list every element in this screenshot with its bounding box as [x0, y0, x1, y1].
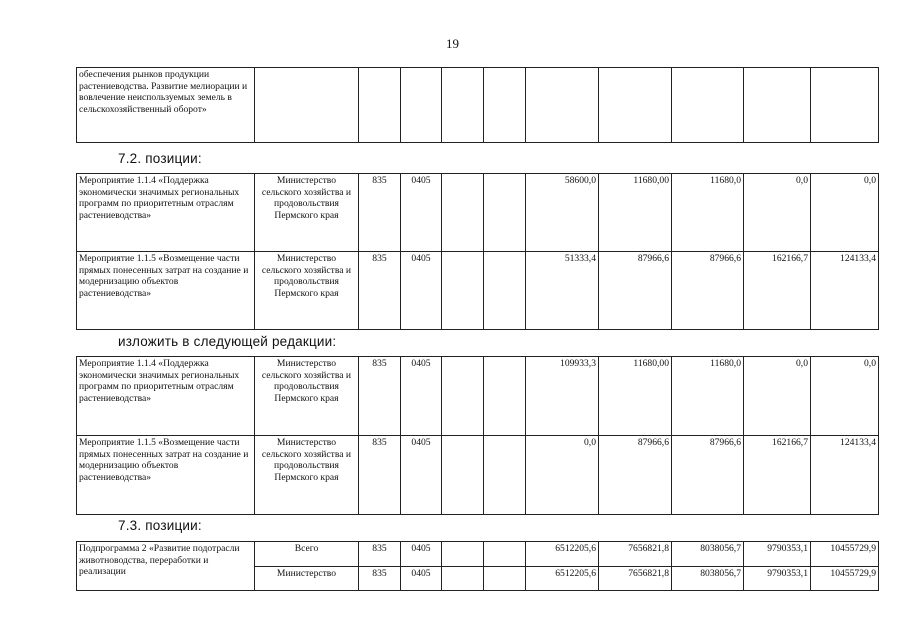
- row-v1: [442, 357, 484, 436]
- row-v5: 87966,6: [672, 436, 744, 515]
- table-row: [77, 436, 879, 515]
- row-v2: [484, 567, 526, 591]
- row-v2: [484, 252, 526, 330]
- row-v6: 9790353,1: [744, 542, 811, 567]
- row-v5: [672, 68, 744, 143]
- row-v5: 8038056,7: [672, 542, 744, 567]
- row-code1: 835: [359, 542, 401, 567]
- row-org: Министерство сельского хозяйства и продовольствия Пермского края: [255, 357, 359, 436]
- section-heading-7-3: 7.3. позиции:: [118, 518, 202, 533]
- row-name: Подпрограмма 2 «Развитие подотрасли животноводства, переработки и реализации: [77, 542, 255, 591]
- row-v7: 10455729,9: [811, 542, 879, 567]
- row-org: Министерство сельского хозяйства и продовольствия Пермского края: [255, 436, 359, 515]
- row-v2: [484, 436, 526, 515]
- row-code2: [401, 68, 442, 143]
- row-v6: 162166,7: [744, 252, 811, 330]
- row-code2: 0405: [401, 567, 442, 591]
- row-code1: 835: [359, 174, 401, 252]
- row-v6: 0,0: [744, 357, 811, 436]
- row-v1: [442, 436, 484, 515]
- row-name: Мероприятие 1.1.4 «Поддержка экономически значимых региональных программ по приоритетным отраслям растениеводства»: [77, 174, 255, 252]
- row-code1: 835: [359, 567, 401, 591]
- row-v4: 11680,00: [599, 174, 672, 252]
- row-code2: 0405: [401, 252, 442, 330]
- row-v4: [599, 68, 672, 143]
- row-org: Министерство сельского хозяйства и продовольствия Пермского края: [255, 174, 359, 252]
- row-v7: 0,0: [811, 174, 879, 252]
- row-v5: 8038056,7: [672, 567, 744, 591]
- table-row: [77, 174, 879, 252]
- table-row: [77, 357, 879, 436]
- row-code1: [359, 68, 401, 143]
- row-code2: 0405: [401, 174, 442, 252]
- row-v7: 10455729,9: [811, 567, 879, 591]
- row-v7: [811, 68, 879, 143]
- row-code1: 835: [359, 252, 401, 330]
- row-v1: [442, 542, 484, 567]
- row-name: Мероприятие 1.1.4 «Поддержка экономически значимых региональных программ по приоритетным отраслям растениеводства»: [77, 357, 255, 436]
- row-v1: [442, 252, 484, 330]
- row-v6: 0,0: [744, 174, 811, 252]
- row-v5: 87966,6: [672, 252, 744, 330]
- table-top: [76, 67, 879, 143]
- row-code2: 0405: [401, 542, 442, 567]
- row-v3: 109933,3: [526, 357, 599, 436]
- row-v4: 87966,6: [599, 436, 672, 515]
- table-7-3: [76, 541, 879, 591]
- row-v6: 9790353,1: [744, 567, 811, 591]
- row-v1: [442, 68, 484, 143]
- row-org: Министерство сельского хозяйства и продовольствия Пермского края: [255, 252, 359, 330]
- row-v1: [442, 174, 484, 252]
- row-v3: 6512205,6: [526, 542, 599, 567]
- row-org: [255, 68, 359, 143]
- row-v7: 124133,4: [811, 436, 879, 515]
- row-v3: 6512205,6: [526, 567, 599, 591]
- row-v4: 7656821,8: [599, 542, 672, 567]
- row-v1: [442, 567, 484, 591]
- table-7-2: [76, 173, 879, 330]
- row-v3: 51333,4: [526, 252, 599, 330]
- row-v6: [744, 68, 811, 143]
- page-number: 19: [446, 36, 459, 51]
- row-v6: 162166,7: [744, 436, 811, 515]
- row-v7: 0,0: [811, 357, 879, 436]
- table-row: [77, 68, 879, 143]
- row-v4: 87966,6: [599, 252, 672, 330]
- row-code1: 835: [359, 357, 401, 436]
- row-code1: 835: [359, 436, 401, 515]
- row-v4: 11680,00: [599, 357, 672, 436]
- row-name: Мероприятие 1.1.5 «Возмещение части прямых понесенных затрат на создание и модернизацию объектов растениеводства»: [77, 436, 255, 515]
- row-v2: [484, 357, 526, 436]
- row-code2: 0405: [401, 436, 442, 515]
- row-v2: [484, 68, 526, 143]
- row-name: обеспечения рынков продукции растениеводства. Развитие мелиорации и вовлечение неиспользуемых земель в сельскохозяйственный оборот»: [77, 68, 255, 143]
- row-v2: [484, 542, 526, 567]
- table-new-edition: [76, 356, 879, 515]
- row-v4: 7656821,8: [599, 567, 672, 591]
- row-v3: [526, 68, 599, 143]
- row-v7: 124133,4: [811, 252, 879, 330]
- section-heading-7-2: 7.2. позиции:: [118, 151, 202, 166]
- row-v5: 11680,0: [672, 357, 744, 436]
- table-row: [77, 542, 879, 567]
- row-v5: 11680,0: [672, 174, 744, 252]
- table-row: [77, 252, 879, 330]
- row-code2: 0405: [401, 357, 442, 436]
- row-org: Министерство: [255, 567, 359, 591]
- section-heading-edit: изложить в следующей редакции:: [118, 334, 337, 349]
- row-v2: [484, 174, 526, 252]
- row-v3: 0,0: [526, 436, 599, 515]
- row-v3: 58600,0: [526, 174, 599, 252]
- row-org: Всего: [255, 542, 359, 567]
- row-name: Мероприятие 1.1.5 «Возмещение части прямых понесенных затрат на создание и модернизацию объектов растениеводства»: [77, 252, 255, 330]
